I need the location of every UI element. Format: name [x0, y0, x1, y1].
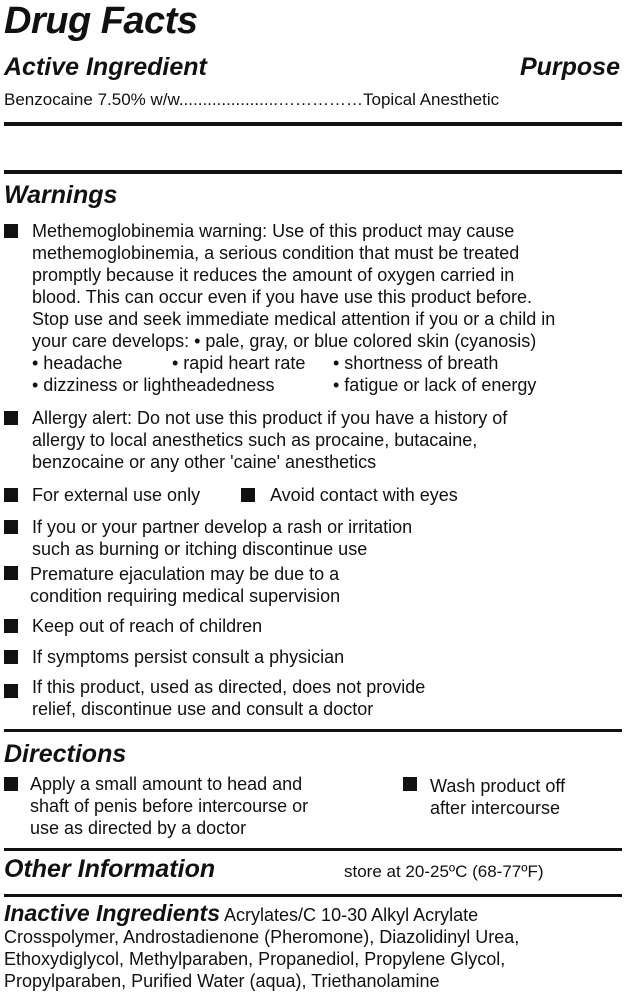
premature-line: condition requiring medical supervision — [30, 586, 341, 606]
directions-line: shaft of penis before intercourse or — [30, 796, 309, 816]
active-ingredient-line: Benzocaine 7.50% w/w.....................……………Topical Anesthetic — [4, 90, 500, 109]
symptom-fatigue: • fatigue or lack of energy — [333, 375, 537, 395]
section-divider — [4, 894, 622, 897]
bullet-square-icon — [4, 520, 18, 534]
directions-line: use as directed by a doctor — [30, 818, 247, 838]
inactive-line: Crosspolymer, Androstadienone (Pheromone), Diazolidinyl Urea, — [4, 927, 520, 947]
directions-heading: Directions — [4, 740, 127, 768]
warning-line: blood. This can occur even if you have use this product before. — [32, 287, 532, 307]
inactive-ingredients — [4, 902, 624, 992]
inactive-line: Propylparaben, Purified Water (aqua), Triethanolamine — [4, 971, 440, 991]
warning-line: Stop use and seek immediate medical attention if you or a child in — [32, 309, 556, 329]
storage-info: store at 20-25ºC (68-77ºF) — [344, 862, 544, 881]
warnings-heading: Warnings — [4, 181, 118, 209]
keep-out-of-reach: Keep out of reach of children — [32, 616, 263, 636]
rash-warning — [32, 516, 622, 560]
bullet-square-icon — [4, 777, 18, 791]
premature-line: Premature ejaculation may be due to a — [30, 564, 340, 584]
bullet-square-icon — [4, 650, 18, 664]
warning-line: your care develops: • pale, gray, or blue colored skin (cyanosis) — [32, 331, 537, 351]
bullet-square-icon — [4, 684, 18, 698]
eye-contact-warning: Avoid contact with eyes — [270, 485, 458, 505]
inactive-first-line — [4, 902, 624, 926]
directions-line: Apply a small amount to head and — [30, 774, 303, 794]
allergy-line: Allergy alert: Do not use this product if you have a history of — [32, 408, 508, 428]
allergy-alert — [32, 407, 622, 473]
bullet-square-icon — [4, 224, 18, 238]
active-ingredient-heading: Active Ingredient — [4, 53, 207, 81]
inactive-ingredients-heading: Inactive Ingredients — [4, 900, 221, 926]
purpose-heading: Purpose — [519, 53, 620, 81]
directions-wash — [430, 775, 620, 819]
directions-apply — [30, 773, 390, 839]
symptom-rapid-heart-rate: • rapid heart rate — [172, 353, 306, 373]
symptom-headache: • headache — [32, 353, 123, 373]
warning-line: Methemoglobinemia warning: Use of this product may cause — [32, 221, 515, 241]
directions-line: after intercourse — [430, 798, 561, 818]
bullet-square-icon — [241, 488, 255, 502]
section-divider — [4, 729, 622, 732]
rash-line: If you or your partner develop a rash or irritation — [32, 517, 413, 537]
allergy-line: allergy to local anesthetics such as procaine, butacaine, — [32, 430, 478, 450]
relief-line: relief, discontinue use and consult a doctor — [32, 699, 374, 719]
inactive-line: Acrylates/C 10-30 Alkyl Acrylate — [224, 905, 479, 925]
bullet-square-icon — [4, 566, 18, 580]
section-divider — [4, 170, 622, 174]
section-divider — [4, 122, 622, 126]
bullet-square-icon — [4, 619, 18, 633]
page-title: Drug Facts — [4, 0, 198, 42]
bullet-square-icon — [4, 488, 18, 502]
symptoms-persist-warning: If symptoms persist consult a physician — [32, 647, 345, 667]
warning-line: methemoglobinemia, a serious condition that must be treated — [32, 243, 520, 263]
inactive-line: Ethoxydiglycol, Methylparaben, Propanediol, Propylene Glycol, — [4, 949, 506, 969]
relief-warning — [32, 676, 622, 720]
relief-line: If this product, used as directed, does not provide — [32, 677, 426, 697]
premature-ejaculation-note — [30, 563, 620, 607]
warning-line: promptly because it reduces the amount of oxygen carried in — [32, 265, 515, 285]
allergy-line: benzocaine or any other 'caine' anesthetics — [32, 452, 377, 472]
symptom-dizziness: • dizziness or lightheadedness — [32, 375, 275, 395]
section-divider — [4, 848, 622, 851]
bullet-square-icon — [4, 411, 18, 425]
rash-line: such as burning or itching discontinue use — [32, 539, 368, 559]
directions-line: Wash product off — [430, 776, 566, 796]
symptom-shortness-of-breath: • shortness of breath — [333, 353, 499, 373]
external-use-warning: For external use only — [32, 485, 201, 505]
methemoglobinemia-warning — [32, 220, 622, 352]
bullet-square-icon — [403, 777, 417, 791]
other-information-heading: Other Information — [4, 855, 216, 883]
